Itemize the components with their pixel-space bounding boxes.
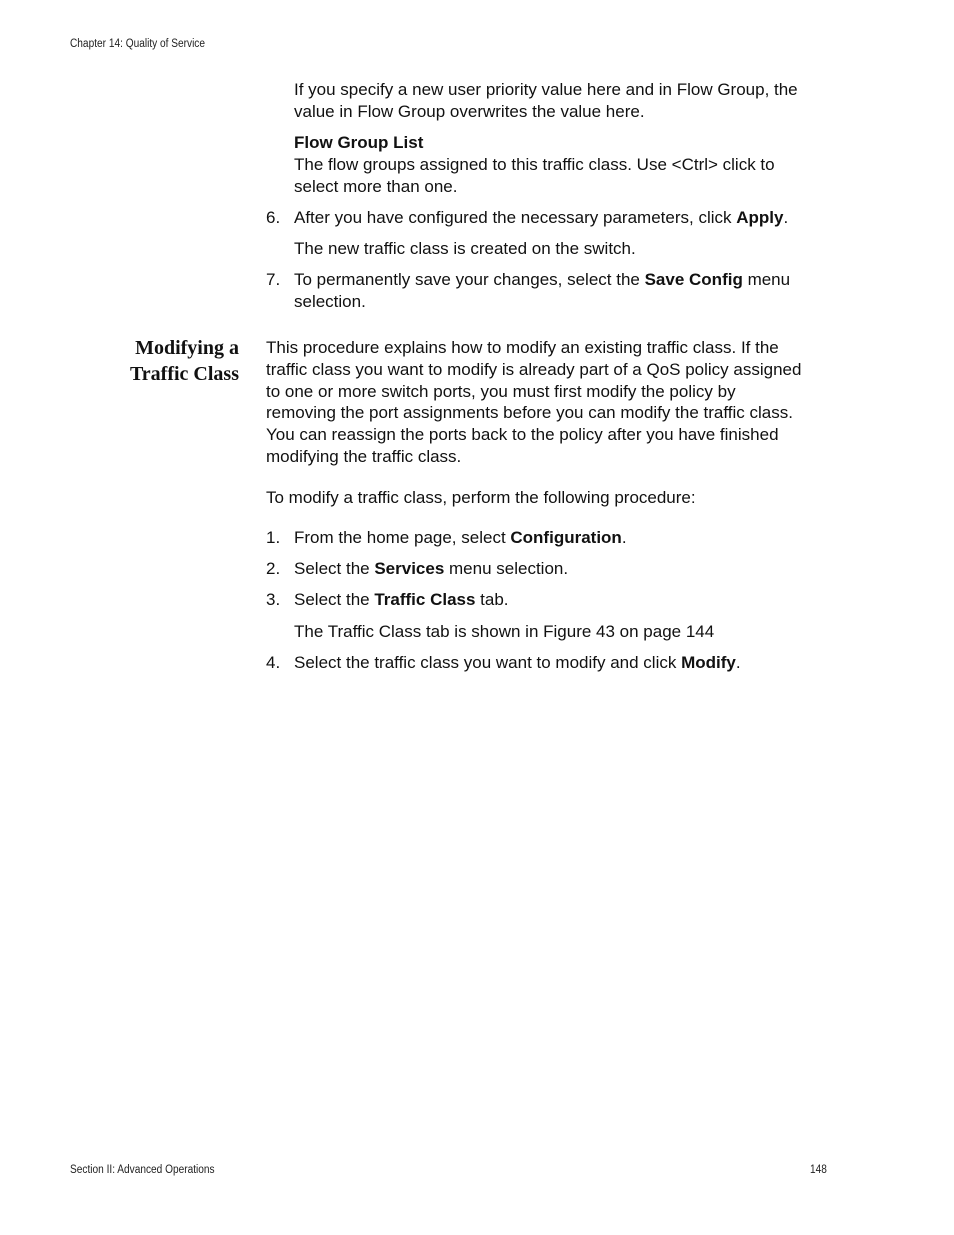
para-line-1: This procedure explains how to modify an existing traffic class. If the bbox=[266, 338, 779, 357]
page-number: 148 bbox=[810, 1164, 827, 1176]
apply-term: Apply bbox=[736, 208, 784, 227]
step-7-end: menu bbox=[742, 270, 791, 289]
step-7 bbox=[294, 269, 790, 291]
step-2 bbox=[294, 558, 568, 580]
step-4-text: Select the traffic class you want to modify and click bbox=[294, 653, 682, 672]
step-3-end: tab. bbox=[475, 590, 509, 609]
step-number: 4. bbox=[266, 653, 281, 672]
step-number: 1. bbox=[266, 528, 281, 547]
para-line-3: to one or more switch ports, you must first modify the policy by bbox=[266, 382, 736, 401]
step-1-end: . bbox=[621, 528, 627, 547]
step-2-end: menu selection. bbox=[444, 559, 569, 578]
traffic-class-term: Traffic Class bbox=[374, 590, 476, 609]
step-number: 7. bbox=[266, 270, 281, 289]
step-number: 3. bbox=[266, 590, 281, 609]
para-line-2: traffic class you want to modify is already part of a QoS policy assigned bbox=[266, 360, 802, 379]
step-6-text: After you have configured the necessary parameters, click bbox=[294, 208, 737, 227]
modify-term: Modify bbox=[681, 653, 736, 672]
intro-line-2: value in Flow Group overwrites the value here. bbox=[294, 102, 645, 121]
para-line-6: modifying the traffic class. bbox=[266, 447, 462, 466]
step-6-end: . bbox=[783, 208, 789, 227]
running-header: Chapter 14: Quality of Service bbox=[70, 38, 206, 50]
step-7-text: To permanently save your changes, select the bbox=[294, 270, 645, 289]
step-4 bbox=[294, 652, 741, 674]
step-number: 6. bbox=[266, 208, 281, 227]
step-2-text: Select the bbox=[294, 559, 375, 578]
step-6-note: The new traffic class is created on the switch. bbox=[294, 239, 636, 258]
flow-group-line-1: The flow groups assigned to this traffic class. Use <Ctrl> click to bbox=[294, 155, 775, 174]
procedure-intro: To modify a traffic class, perform the following procedure: bbox=[266, 488, 696, 507]
configuration-term: Configuration bbox=[510, 528, 622, 547]
step-3-note: The Traffic Class tab is shown in Figure 43 on page 144 bbox=[294, 622, 715, 641]
intro-line-1: If you specify a new user priority value here and in Flow Group, the bbox=[294, 80, 798, 99]
flow-group-line-2: select more than one. bbox=[294, 177, 458, 196]
step-number: 2. bbox=[266, 559, 281, 578]
para-line-5: You can reassign the ports back to the policy after you have finished bbox=[266, 425, 779, 444]
step-3-text: Select the bbox=[294, 590, 375, 609]
step-1 bbox=[294, 527, 627, 549]
running-footer: Section II: Advanced Operations bbox=[70, 1164, 215, 1176]
para-line-4: removing the port assignments before you can modify the traffic class. bbox=[266, 403, 793, 422]
flow-group-title: Flow Group List bbox=[294, 133, 424, 152]
step-7-line-2: selection. bbox=[294, 292, 366, 311]
services-term: Services bbox=[374, 559, 445, 578]
section-heading bbox=[130, 335, 239, 387]
step-4-end: . bbox=[735, 653, 741, 672]
step-3 bbox=[294, 589, 509, 611]
step-1-text: From the home page, select bbox=[294, 528, 511, 547]
step-6 bbox=[294, 207, 788, 229]
section-heading-line-1: Modifying a bbox=[135, 337, 239, 359]
section-heading-line-2: Traffic Class bbox=[129, 363, 239, 385]
save-config-term: Save Config bbox=[644, 270, 743, 289]
